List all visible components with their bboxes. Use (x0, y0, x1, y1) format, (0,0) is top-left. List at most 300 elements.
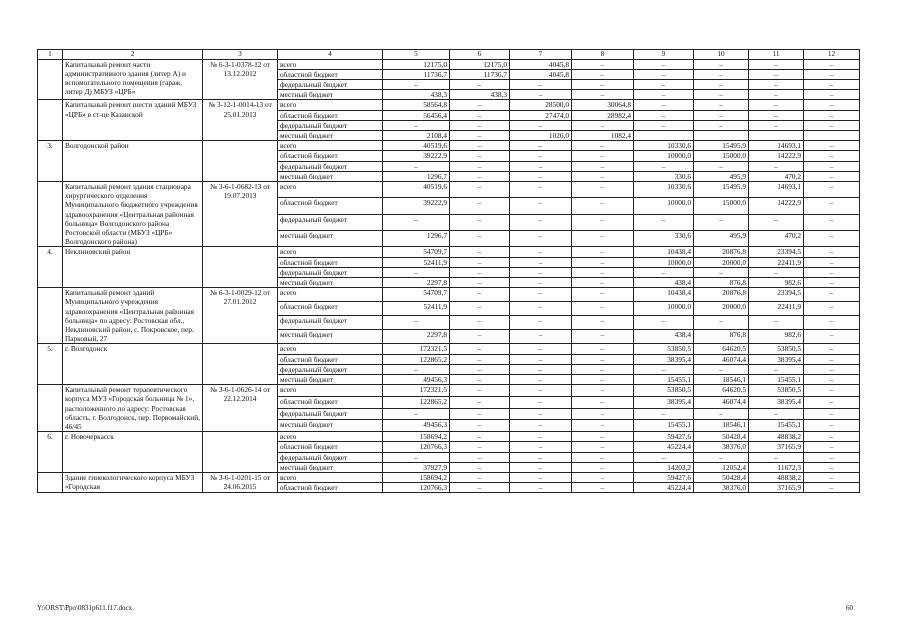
amount-cell: – (450, 420, 510, 432)
amount-cell: – (450, 257, 510, 267)
amount-cell: 53850,5 (634, 385, 694, 397)
document-reference: № 3-12-1-0014-13 от 25.01.2013 (203, 100, 278, 141)
amount-cell: – (510, 257, 572, 267)
amount-cell: 982,6 (749, 330, 804, 344)
funding-source: местный бюджет (278, 277, 383, 287)
amount-cell: – (450, 385, 510, 397)
row-number: 5. (38, 344, 63, 385)
amount-cell: 2297,8 (383, 277, 450, 287)
amount-cell: – (634, 452, 694, 462)
amount-cell: – (749, 120, 804, 130)
funding-source: всего (278, 59, 383, 69)
amount-cell: 38376,0 (694, 442, 749, 452)
funding-source: областной бюджет (278, 198, 383, 214)
amount-cell: 45224,4 (634, 483, 694, 493)
amount-cell: – (450, 151, 510, 161)
amount-cell: 59427,6 (634, 473, 694, 483)
amount-cell: – (383, 79, 450, 89)
amount-cell: 37165,9 (749, 483, 804, 493)
amount-cell: – (694, 214, 749, 230)
amount-cell: – (450, 141, 510, 151)
funding-source: федеральный бюджет (278, 364, 383, 374)
amount-cell: – (572, 79, 634, 89)
amount-cell: 23394,5 (749, 288, 804, 302)
amount-cell: – (510, 267, 572, 277)
object-name: г. Волгодонск (63, 344, 203, 385)
amount-cell: – (510, 141, 572, 151)
amount-cell: – (450, 161, 510, 171)
object-name: Волгодонской район (63, 141, 203, 182)
amount-cell: – (694, 59, 749, 69)
amount-cell: 438,4 (634, 277, 694, 287)
amount-cell: – (450, 432, 510, 442)
amount-cell: – (572, 408, 634, 420)
amount-cell: – (572, 120, 634, 130)
amount-cell: 2297,8 (383, 330, 450, 344)
amount-cell: – (450, 354, 510, 364)
funding-source: областной бюджет (278, 396, 383, 408)
amount-cell: – (572, 432, 634, 442)
amount-cell: – (510, 302, 572, 316)
column-number: 3 (203, 50, 278, 60)
amount-cell: 12175,0 (383, 59, 450, 69)
amount-cell: – (804, 302, 860, 316)
amount-cell: – (572, 90, 634, 100)
amount-cell: – (749, 316, 804, 330)
amount-cell: – (804, 354, 860, 364)
funding-source: федеральный бюджет (278, 316, 383, 330)
amount-cell: – (450, 181, 510, 197)
amount-cell: – (572, 344, 634, 354)
amount-cell: – (804, 344, 860, 354)
amount-cell: 1296,7 (383, 171, 450, 181)
amount-cell: – (450, 130, 510, 140)
amount-cell: – (572, 483, 634, 493)
amount-cell: 14693,1 (749, 141, 804, 151)
amount-cell: 10330,6 (634, 181, 694, 197)
amount-cell: 28500,0 (510, 100, 572, 110)
amount-cell: – (572, 161, 634, 171)
row-number (38, 59, 63, 100)
amount-cell: 470,2 (749, 230, 804, 246)
column-number: 5 (383, 50, 450, 60)
amount-cell: 14203,2 (634, 462, 694, 472)
amount-cell: 158694,2 (383, 432, 450, 442)
amount-cell: – (450, 198, 510, 214)
amount-cell: – (804, 161, 860, 171)
object-name: Здание гинекологического корпуса МБУЗ «Городская (63, 473, 203, 493)
amount-cell: 50428,4 (694, 432, 749, 442)
amount-cell: 438,3 (450, 90, 510, 100)
amount-cell: 495,9 (694, 230, 749, 246)
object-name: Неклиновский район (63, 247, 203, 288)
amount-cell: – (634, 79, 694, 89)
document-reference: № 6-3-1-0029-12 от 27.01.2012 (203, 288, 278, 344)
amount-cell: – (804, 257, 860, 267)
column-number: 2 (63, 50, 203, 60)
amount-cell: 40519,6 (383, 181, 450, 197)
amount-cell: – (572, 198, 634, 214)
amount-cell: 330,6 (634, 230, 694, 246)
table-row (38, 385, 860, 397)
amount-cell: – (749, 408, 804, 420)
amount-cell: – (572, 181, 634, 197)
amount-cell: – (804, 69, 860, 79)
amount-cell: – (804, 473, 860, 483)
amount-cell: – (510, 181, 572, 197)
table-body (38, 59, 860, 493)
amount-cell: – (804, 420, 860, 432)
table-row (38, 100, 860, 110)
amount-cell: – (510, 442, 572, 452)
amount-cell: – (383, 452, 450, 462)
row-number (38, 288, 63, 344)
amount-cell: – (749, 110, 804, 120)
amount-cell: 876,8 (694, 330, 749, 344)
funding-source: всего (278, 344, 383, 354)
amount-cell: – (383, 267, 450, 277)
amount-cell: – (572, 385, 634, 397)
amount-cell: 40519,6 (383, 141, 450, 151)
amount-cell: – (804, 171, 860, 181)
amount-cell: – (804, 364, 860, 374)
object-name: Капитальный ремонт терапевтического корпуса МУЗ «Городская больница № 1», расположенного по адресу: Ростовская область, г. Волгодонск, пер. Первомайский, 46/45 (63, 385, 203, 432)
amount-cell: – (450, 473, 510, 483)
column-number: 10 (694, 50, 749, 60)
document-reference (203, 344, 278, 385)
amount-cell: 10438,4 (634, 288, 694, 302)
table-row (38, 141, 860, 151)
amount-cell: 10000,0 (634, 302, 694, 316)
amount-cell: 38395,4 (749, 354, 804, 364)
amount-cell: – (634, 90, 694, 100)
amount-cell: 438,4 (634, 330, 694, 344)
amount-cell: 15000,0 (694, 151, 749, 161)
amount-cell: 38376,0 (694, 483, 749, 493)
table-row (38, 288, 860, 302)
row-number: 6. (38, 432, 63, 473)
row-number (38, 473, 63, 493)
amount-cell: 15495,9 (694, 181, 749, 197)
funding-source: местный бюджет (278, 420, 383, 432)
amount-cell: – (572, 59, 634, 69)
column-number-row (38, 50, 860, 60)
amount-cell: 37165,9 (749, 442, 804, 452)
amount-cell: 45224,4 (634, 442, 694, 452)
amount-cell: – (572, 354, 634, 364)
amount-cell: – (572, 141, 634, 151)
amount-cell: 54709,7 (383, 247, 450, 257)
funding-source: всего (278, 288, 383, 302)
amount-cell: – (510, 364, 572, 374)
amount-cell: 14222,9 (749, 198, 804, 214)
amount-cell: – (510, 90, 572, 100)
amount-cell: 38395,4 (634, 354, 694, 364)
amount-cell: 172321,5 (383, 344, 450, 354)
amount-cell: – (572, 473, 634, 483)
amount-cell: – (510, 483, 572, 493)
amount-cell: – (749, 161, 804, 171)
amount-cell: – (383, 214, 450, 230)
amount-cell: 48838,2 (749, 432, 804, 442)
amount-cell: 20000,0 (694, 257, 749, 267)
amount-cell: – (804, 267, 860, 277)
amount-cell: 1296,7 (383, 230, 450, 246)
funding-source: местный бюджет (278, 171, 383, 181)
amount-cell: – (634, 69, 694, 79)
amount-cell: – (450, 452, 510, 462)
amount-cell: 38395,4 (634, 396, 694, 408)
amount-cell: – (572, 69, 634, 79)
amount-cell: 11736,7 (450, 69, 510, 79)
amount-cell: – (804, 90, 860, 100)
amount-cell: – (510, 214, 572, 230)
amount-cell: – (749, 79, 804, 89)
row-number: 3. (38, 141, 63, 182)
amount-cell: 15455,1 (749, 420, 804, 432)
funding-source: областной бюджет (278, 151, 383, 161)
row-number (38, 100, 63, 141)
amount-cell: 982,6 (749, 277, 804, 287)
amount-cell: – (804, 151, 860, 161)
amount-cell: – (450, 462, 510, 472)
amount-cell: 120766,3 (383, 442, 450, 452)
amount-cell: – (804, 375, 860, 385)
amount-cell: – (749, 364, 804, 374)
object-name: г. Новочеркасск (63, 432, 203, 473)
amount-cell: 158694,2 (383, 473, 450, 483)
row-number: 4. (38, 247, 63, 288)
amount-cell: 18546,1 (694, 375, 749, 385)
amount-cell: 495,9 (694, 171, 749, 181)
amount-cell: – (804, 408, 860, 420)
amount-cell: – (804, 316, 860, 330)
amount-cell: – (450, 171, 510, 181)
funding-source: местный бюджет (278, 375, 383, 385)
amount-cell: – (510, 375, 572, 385)
amount-cell: – (804, 432, 860, 442)
table-row (38, 432, 860, 442)
budget-table (37, 49, 860, 493)
document-reference (203, 432, 278, 473)
row-number (38, 385, 63, 432)
amount-cell: – (510, 79, 572, 89)
amount-cell: – (749, 69, 804, 79)
amount-cell: – (804, 385, 860, 397)
amount-cell: 470,2 (749, 171, 804, 181)
amount-cell: – (450, 302, 510, 316)
amount-cell: – (450, 79, 510, 89)
amount-cell: – (694, 69, 749, 79)
amount-cell: – (450, 364, 510, 374)
table-row (38, 473, 860, 483)
document-reference: № 3-6-1-0201-15 от 24.06.2015 (203, 473, 278, 493)
funding-source: федеральный бюджет (278, 214, 383, 230)
amount-cell: 11736,7 (383, 69, 450, 79)
amount-cell: 15455,1 (634, 375, 694, 385)
amount-cell: 14693,1 (749, 181, 804, 197)
column-number: 9 (634, 50, 694, 60)
amount-cell: – (694, 90, 749, 100)
funding-source: областной бюджет (278, 257, 383, 267)
amount-cell: – (634, 161, 694, 171)
amount-cell: – (510, 316, 572, 330)
amount-cell: 1026,0 (510, 130, 572, 140)
amount-cell: 27474,0 (510, 110, 572, 120)
amount-cell: – (572, 171, 634, 181)
amount-cell: – (450, 330, 510, 344)
amount-cell: 14222,9 (749, 151, 804, 161)
amount-cell: – (634, 214, 694, 230)
table-row (38, 181, 860, 197)
amount-cell: – (804, 120, 860, 130)
amount-cell: – (510, 230, 572, 246)
amount-cell: – (572, 257, 634, 267)
amount-cell: – (510, 288, 572, 302)
column-number: 12 (804, 50, 860, 60)
amount-cell: – (450, 267, 510, 277)
amount-cell: – (634, 59, 694, 69)
funding-source: всего (278, 100, 383, 110)
amount-cell: – (572, 364, 634, 374)
amount-cell: – (572, 214, 634, 230)
amount-cell: – (694, 79, 749, 89)
amount-cell: – (804, 230, 860, 246)
amount-cell: – (510, 277, 572, 287)
document-reference: № 3-6-1-0626-14 от 22.12.2014 (203, 385, 278, 432)
amount-cell: 122865,2 (383, 354, 450, 364)
amount-cell: – (804, 214, 860, 230)
amount-cell: – (510, 354, 572, 364)
column-number: 6 (450, 50, 510, 60)
amount-cell: 53850,5 (749, 344, 804, 354)
funding-source: местный бюджет (278, 90, 383, 100)
amount-cell: – (694, 110, 749, 120)
amount-cell: 22411,9 (749, 302, 804, 316)
amount-cell: 49456,3 (383, 375, 450, 385)
amount-cell: – (572, 420, 634, 432)
amount-cell: – (749, 100, 804, 110)
amount-cell: – (510, 330, 572, 344)
amount-cell: – (804, 141, 860, 151)
amount-cell: – (694, 161, 749, 171)
amount-cell: – (510, 198, 572, 214)
funding-source: местный бюджет (278, 330, 383, 344)
column-number: 7 (510, 50, 572, 60)
column-number: 4 (278, 50, 383, 60)
amount-cell: – (749, 90, 804, 100)
amount-cell: 10330,6 (634, 141, 694, 151)
amount-cell: – (383, 120, 450, 130)
amount-cell: – (450, 120, 510, 130)
amount-cell: 330,6 (634, 171, 694, 181)
funding-source: всего (278, 473, 383, 483)
amount-cell: – (510, 408, 572, 420)
amount-cell: 64620,5 (694, 344, 749, 354)
funding-source: всего (278, 181, 383, 197)
table-row (38, 247, 860, 257)
amount-cell: – (804, 442, 860, 452)
funding-source: областной бюджет (278, 69, 383, 79)
amount-cell: 12175,0 (450, 59, 510, 69)
funding-source: федеральный бюджет (278, 267, 383, 277)
amount-cell: 59427,6 (634, 432, 694, 442)
document-reference (203, 247, 278, 288)
amount-cell: – (510, 432, 572, 442)
funding-source: всего (278, 247, 383, 257)
amount-cell: – (572, 277, 634, 287)
amount-cell: 46074,4 (694, 354, 749, 364)
amount-cell (804, 130, 860, 140)
amount-cell: 28982,4 (572, 110, 634, 120)
amount-cell: – (450, 375, 510, 385)
amount-cell: – (572, 452, 634, 462)
amount-cell: – (572, 230, 634, 246)
amount-cell: – (450, 408, 510, 420)
amount-cell: – (450, 214, 510, 230)
funding-source: местный бюджет (278, 462, 383, 472)
amount-cell: – (383, 364, 450, 374)
amount-cell: – (510, 473, 572, 483)
amount-cell: – (510, 344, 572, 354)
amount-cell: – (634, 267, 694, 277)
amount-cell: – (510, 120, 572, 130)
amount-cell: – (804, 181, 860, 197)
amount-cell: – (694, 364, 749, 374)
amount-cell: – (694, 408, 749, 420)
funding-source: областной бюджет (278, 483, 383, 493)
funding-source: федеральный бюджет (278, 161, 383, 171)
amount-cell: – (749, 452, 804, 462)
funding-source: местный бюджет (278, 130, 383, 140)
funding-source: федеральный бюджет (278, 120, 383, 130)
amount-cell: – (450, 442, 510, 452)
amount-cell: – (450, 247, 510, 257)
amount-cell: 54709,7 (383, 288, 450, 302)
amount-cell: – (634, 408, 694, 420)
amount-cell: 58564,8 (383, 100, 450, 110)
amount-cell: – (572, 151, 634, 161)
funding-source: всего (278, 385, 383, 397)
amount-cell: 2108,4 (383, 130, 450, 140)
amount-cell: – (804, 452, 860, 462)
amount-cell: – (694, 267, 749, 277)
funding-source: федеральный бюджет (278, 79, 383, 89)
amount-cell: – (450, 396, 510, 408)
document-reference: № 3-6-1-0682-13 от 19.07.2013 (203, 181, 278, 246)
funding-source: всего (278, 141, 383, 151)
funding-source: областной бюджет (278, 354, 383, 364)
amount-cell: 1082,4 (572, 130, 634, 140)
amount-cell: 20876,8 (694, 247, 749, 257)
amount-cell: – (510, 161, 572, 171)
amount-cell: 10000,0 (634, 198, 694, 214)
amount-cell: 10000,0 (634, 151, 694, 161)
amount-cell: – (572, 396, 634, 408)
funding-source: всего (278, 432, 383, 442)
footer-file-path: Y:\ORST\Ppo\0831p611.f17.docx (37, 604, 133, 612)
amount-cell: – (450, 100, 510, 110)
amount-cell: – (804, 330, 860, 344)
amount-cell: – (572, 247, 634, 257)
amount-cell: – (804, 198, 860, 214)
amount-cell: – (572, 288, 634, 302)
amount-cell: – (510, 171, 572, 181)
amount-cell: – (510, 396, 572, 408)
amount-cell: – (804, 462, 860, 472)
object-name: Капитальный ремонт шести зданий МБУЗ «ЦРБ» в ст-це Казанской (63, 100, 203, 141)
amount-cell: – (634, 316, 694, 330)
